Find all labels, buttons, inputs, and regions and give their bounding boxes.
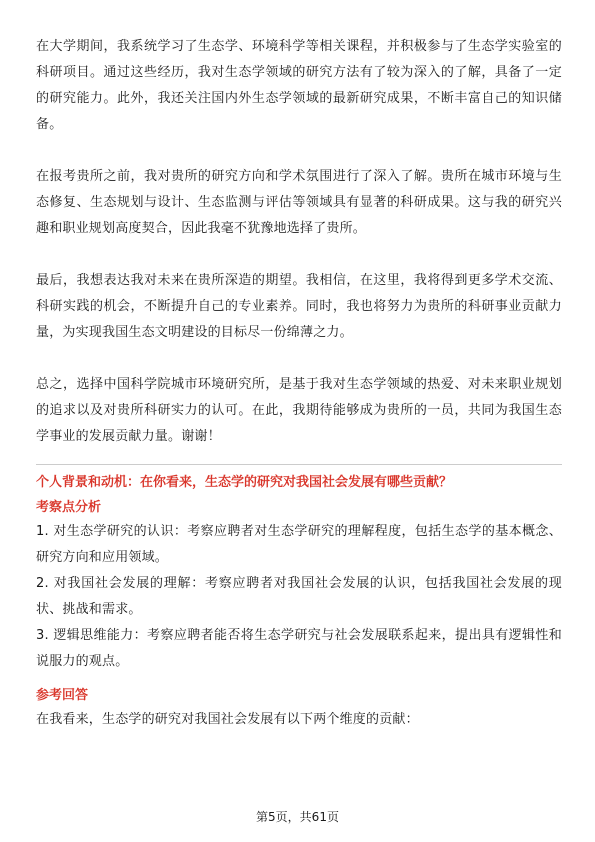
analysis-item-1: 1. 对生态学研究的认识：考察应聘者对生态学研究的理解程度，包括生态学的基本概念、研究方向和应用领域。 xyxy=(36,524,562,565)
analysis-item-3: 3. 逻辑思维能力：考察应聘者能否将生态学研究与社会发展联系起来，提出具有逻辑性和说服力的观点。 xyxy=(36,628,562,669)
question-heading: 个人背景和动机：在你看来，生态学的研究对我国社会发展有哪些贡献？ xyxy=(36,475,453,490)
paragraph-gap xyxy=(36,242,562,268)
body-paragraph-2: 在报考贵所之前，我对贵所的研究方向和学术氛围进行了深入了解。贵所在城市环境与生态修复、生态规划与设计、生态监测与评估等领域具有显著的科研成果。这与我的研究兴趣和职业规划高度契合，因此我毫不犹豫地选择了贵所。 xyxy=(36,169,562,236)
page-number-footer: 第5页，共61页 xyxy=(256,810,339,824)
body-paragraph-3: 最后，我想表达我对未来在贵所深造的期望。我相信，在这里，我将得到更多学术交流、科研实践的机会，不断提升自己的专业素养。同时，我也将努力为贵所的科研事业贡献力量，为实现我国生态文明建设的目标尽一份绵薄之力。 xyxy=(36,273,562,340)
section-divider xyxy=(36,464,562,465)
analysis-title: 考察点分析 xyxy=(36,500,102,515)
paragraph-gap xyxy=(36,138,562,164)
answer-intro: 在我看来，生态学的研究对我国社会发展有以下两个维度的贡献： xyxy=(36,712,419,727)
body-paragraph-1: 在大学期间，我系统学习了生态学、环境科学等相关课程，并积极参与了生态学实验室的科研项目。通过这些经历，我对生态学领域的研究方法有了较为深入的了解，具备了一定的研究能力。此外，我还关注国内外生态学领域的最新研究成果，不断丰富自己的知识储备。 xyxy=(36,39,562,132)
answer-title: 参考回答 xyxy=(36,688,89,703)
analysis-item-2: 2. 对我国社会发展的理解：考察应聘者对我国社会发展的认识，包括我国社会发展的现状、挑战和需求。 xyxy=(36,576,562,617)
document-page xyxy=(36,34,562,733)
body-paragraph-4: 总之，选择中国科学院城市环境研究所，是基于我对生态学领域的热爱、对未来职业规划的追求以及对贵所科研实力的认可。在此，我期待能够成为贵所的一员，共同为我国生态学事业的发展贡献力量。谢谢！ xyxy=(36,377,562,444)
paragraph-gap xyxy=(36,346,562,372)
